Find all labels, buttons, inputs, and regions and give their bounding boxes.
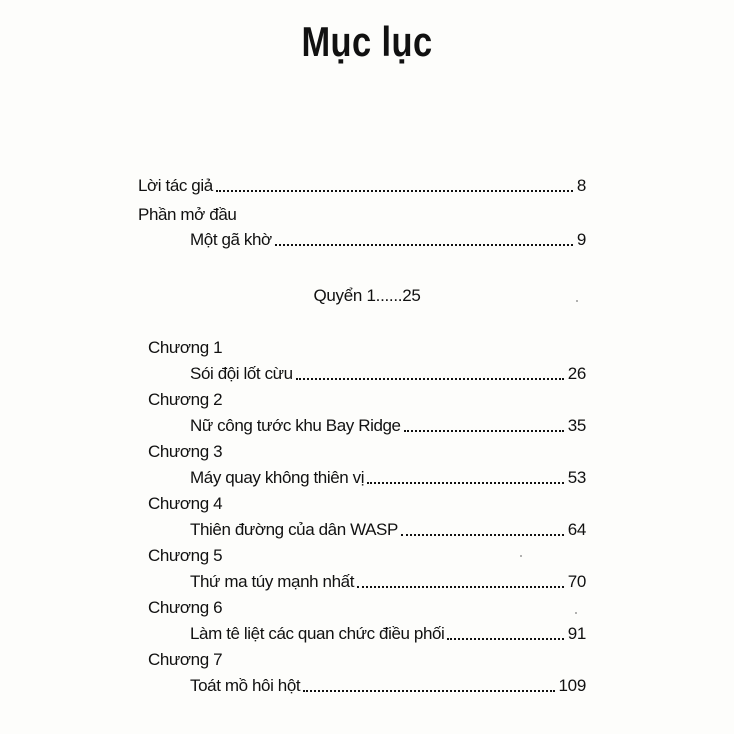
dot-leader xyxy=(401,534,564,536)
dot-leader xyxy=(404,430,564,432)
toc-page-number: 8 xyxy=(576,176,586,195)
toc-entry-label: Sói đội lốt cừu xyxy=(190,364,293,383)
toc-page-number: 109 xyxy=(558,676,586,695)
toc-page-number: 26 xyxy=(567,364,586,383)
dot-leader xyxy=(216,190,573,192)
page-title: Mục lục xyxy=(301,18,433,65)
toc-entry-chapter[interactable] xyxy=(190,416,586,436)
toc-entry-label: Thứ ma túy mạnh nhất xyxy=(190,572,355,591)
toc-entry-chapter[interactable] xyxy=(190,624,586,644)
toc-entry-chapter[interactable] xyxy=(190,468,586,488)
toc-entry-label: Làm tê liệt các quan chức điều phối xyxy=(190,624,445,643)
toc-entry-chapter[interactable] xyxy=(190,364,586,384)
toc-page-number: 35 xyxy=(567,416,586,435)
toc-entry-prologue-title[interactable] xyxy=(190,230,586,250)
dot-leader xyxy=(367,482,564,484)
section-page-number: 25 xyxy=(402,286,421,305)
toc-page-number: 53 xyxy=(567,468,586,487)
dot-leader xyxy=(296,378,564,380)
chapter-heading: Chương 2 xyxy=(148,390,223,409)
chapter-heading: Chương 5 xyxy=(148,546,223,565)
toc-page-number: 64 xyxy=(567,520,586,539)
toc-entry-label: Một gã khờ xyxy=(190,230,272,249)
toc-entry-label: Máy quay không thiên vị xyxy=(190,468,365,487)
chapter-heading: Chương 7 xyxy=(148,650,223,669)
dot-leader xyxy=(303,690,554,692)
dot-leader xyxy=(275,244,573,246)
toc-entry-chapter[interactable] xyxy=(190,572,586,592)
scan-speck xyxy=(575,612,577,614)
section-dots: ...... xyxy=(375,286,403,305)
toc-page-number: 9 xyxy=(576,230,586,249)
toc-page-number: 70 xyxy=(567,572,586,591)
chapter-heading: Chương 3 xyxy=(148,442,223,461)
toc-heading-prologue: Phần mở đầu xyxy=(138,205,237,224)
toc-entry-label: Nữ công tước khu Bay Ridge xyxy=(190,416,401,435)
toc-entry-chapter[interactable] xyxy=(190,520,586,540)
toc-page-number: 91 xyxy=(567,624,586,643)
section-label: Quyển 1 xyxy=(313,286,376,305)
scan-speck xyxy=(576,300,578,302)
toc-section-book-1[interactable] xyxy=(0,286,734,306)
toc-entry-label: Thiên đường của dân WASP xyxy=(190,520,398,539)
chapter-heading: Chương 4 xyxy=(148,494,223,513)
toc-entry-preface[interactable] xyxy=(138,176,586,196)
toc-entry-label: Lời tác giả xyxy=(138,176,213,195)
toc-entry-label: Toát mồ hôi hột xyxy=(190,676,301,695)
chapter-heading: Chương 6 xyxy=(148,598,223,617)
dot-leader xyxy=(447,638,563,640)
toc-entry-chapter[interactable] xyxy=(190,676,586,696)
dot-leader xyxy=(357,586,564,588)
chapter-heading: Chương 1 xyxy=(148,338,223,357)
scan-speck xyxy=(520,555,522,557)
